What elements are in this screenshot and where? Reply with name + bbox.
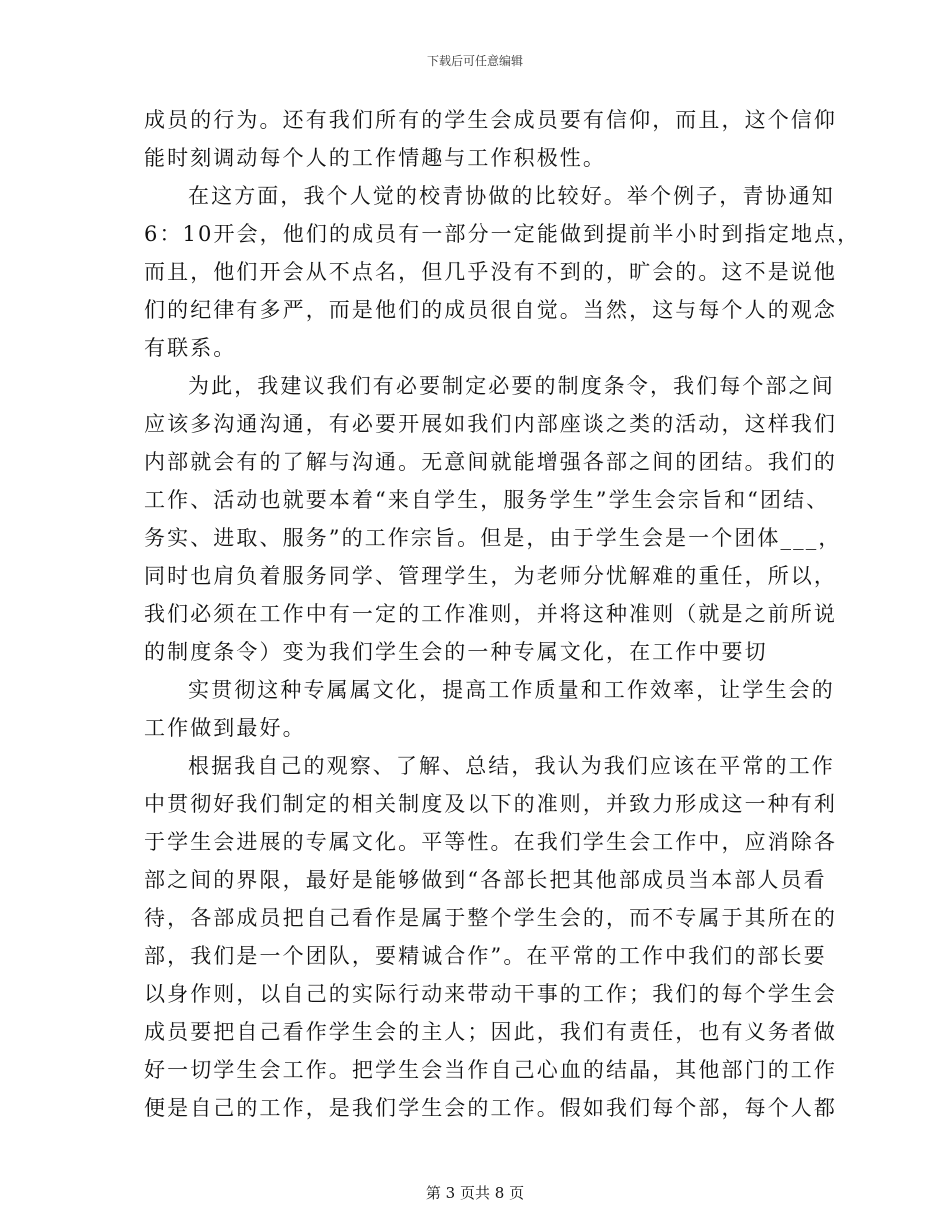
- text-line: 同时也肩负着服务同学、管理学生，为老师分忧解难的重任，所以，: [144, 564, 837, 588]
- text-line: 应该多沟通沟通，有必要开展如我们内部座谈之类的活动，这样我们: [144, 412, 837, 436]
- text-line: 于学生会进展的专属文化。平等性。在我们学生会工作中，应消除各: [144, 830, 837, 854]
- text-line: 工作、活动也就要本着“来自学生，服务学生”学生会宗旨和“团结、: [144, 488, 830, 512]
- text-line: 成员的行为。还有我们所有的学生会成员要有信仰，而且，这个信仰: [144, 108, 837, 132]
- text-line: 们的纪律有多严，而是他们的成员很自觉。当然，这与每个人的观念: [144, 298, 837, 322]
- text-line: 便是自己的工作，是我们学生会的工作。假如我们每个部，每个人都: [144, 1096, 837, 1120]
- text-line: 部之间的界限，最好是能够做到“各部长把其他部成员当本部人员看: [144, 868, 827, 892]
- text-line: 根据我自己的观察、了解、总结，我认为我们应该在平常的工作: [188, 754, 835, 778]
- text-line: 的制度条令）变为我们学生会的一种专属文化，在工作中要切: [144, 640, 768, 664]
- text-line: 以身作则，以自己的实际行动来带动干事的工作；我们的每个学生会: [144, 982, 837, 1006]
- document-body: [144, 101, 861, 1127]
- text-line: 在这方面，我个人觉的校青协做的比较好。举个例子，青协通知: [188, 184, 835, 208]
- text-line: 能时刻调动每个人的工作情趣与工作积极性。: [144, 146, 606, 170]
- text-line: 工作做到最好。: [144, 716, 306, 740]
- text-line: 我们必须在工作中有一定的工作准则，并将这种准则（就是之前所说: [144, 602, 837, 626]
- text-line: 好一切学生会工作。把学生会当作自己心血的结晶，其他部门的工作: [144, 1058, 837, 1082]
- text-line: 中贯彻好我们制定的相关制度及以下的准则，并致力形成这一种有利: [144, 792, 837, 816]
- page-number: 第 3 页共 8 页: [425, 1184, 525, 1202]
- text-line: 内部就会有的了解与沟通。无意间就能增强各部之间的团结。我们的: [144, 450, 837, 474]
- text-line: 待，各部成员把自己看作是属于整个学生会的，而不专属于其所在的: [144, 906, 837, 930]
- text-line: 6：10开会，他们的成员有一部分一定能做到提前半小时到指定地点，: [144, 222, 861, 246]
- text-line: 为此，我建议我们有必要制定必要的制度条令，我们每个部之间: [188, 374, 835, 398]
- text-line: 务实、进取、服务”的工作宗旨。但是，由于学生会是一个团体___，: [144, 526, 842, 550]
- text-line: 成员要把自己看作学生会的主人；因此，我们有责任，也有义务者做: [144, 1020, 837, 1044]
- text-line: 部，我们是一个团队，要精诚合作”。在平常的工作中我们的部长要: [144, 944, 827, 968]
- text-line: 实贯彻这种专属属文化，提高工作质量和工作效率，让学生会的: [188, 678, 835, 702]
- text-line: 而且，他们开会从不点名，但几乎没有不到的，旷会的。这不是说他: [144, 260, 837, 284]
- text-line: 有联系。: [144, 336, 237, 360]
- page-header: 下载后可任意编辑: [426, 54, 523, 68]
